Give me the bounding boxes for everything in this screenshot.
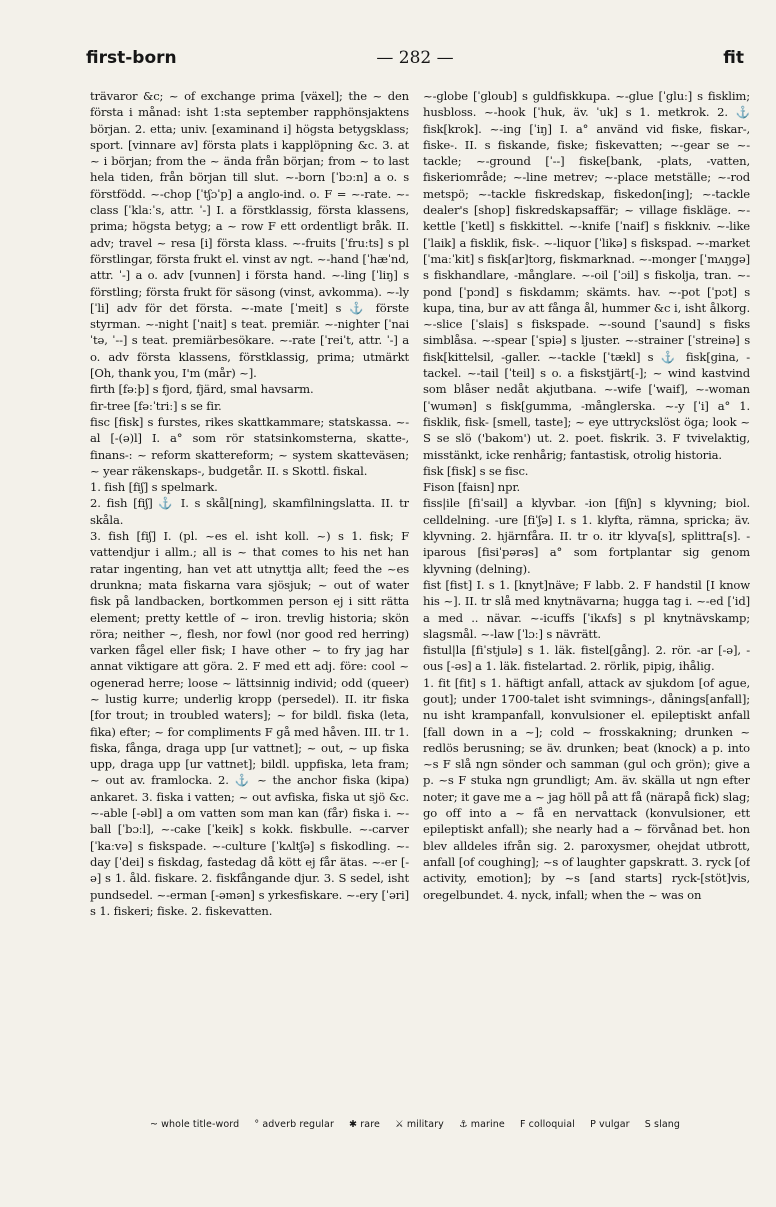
entry-fisc: fisc [fisk] s furstes, rikes skattkammare; statskassa. ~-al [-(ə)l] I. a° som rör statsinkomsterna, skatte-, finans-: ~ reform skattereform; ~ system skatteväsen; ~ year räkenskaps-, budgetår. II. s Skottl. fiskal. <box>90 414 409 478</box>
entry-fit-1: 1. fit [fit] s 1. häftigt anfall, attack av sjukdom [of ague, gout]; under 1700-talet isht svimnings-, dånings[anfall]; nu isht krampanfall, konvulsioner el. epileptiskt anfall [fall down in a ~]; cold ~ frosskakning; drunken ~ redlös berusning; se äv. drunken; beat (knock) a p. into ~s F slå ngn sönder och samman (gul och grön); give a p. ~s F stuka ngn grundligt; Am. äv. skälla ut ngn efter noter; it gave me a ~ jag höll på att få (närapå fick) slag; go off into a ~ få en nervattack (konvulsioner, ett epileptiskt anfall); she nearly had a ~ förvånad bet. hon blev alldeles ifrån sig. 2. paroxysmer, ohejdat utbrott, anfall [of coughing]; ~s of laughter gapskratt. 3. ryck [of activity, emotion]; by ~s [and starts] ryck-[stöt]vis, oregelbundet. 4. nyck, infall; when the ~ was on <box>423 675 750 902</box>
legend-item: ° adverb regular <box>254 1119 334 1130</box>
entry-fish-3: 3. fish [fiʃ] I. (pl. ~es el. isht koll. ~) s 1. fisk; F vattendjur i allm.; all is ~ that comes to his net han ratar ingenting, han vet att utnyttja allt; feed the ~es drunkna; mata fiskarna vara sjösjuk; ~ out of water fisk på landbacken, bortkommen person ej i sitt rätta element; pretty kettle of ~ iron. trevlig historia; skön röra; neither ~, flesh, nor fowl (nor good red herring) varken fågel eller fisk; I have other ~ to fry jag har annat viktigare att göra. 2. F med ett adj. före: cool ~ ogenerad herre; loose ~ lättsinnig individ; odd (queer) ~ lustig kurre; underlig kropp (persedel). II. itr fiska [for trout; in troubled waters]; ~ for bildl. fiska (leta, fika) efter; ~ for compliments F gå med håven. III. tr 1. fiska, fånga, draga upp [ur vattnet]; ~ out, ~ up fiska upp, draga upp [ur vattnet]; bildl. uppfiska, leta fram; ~ out av. framlocka. 2. ⚓ ~ the anchor fiska (kipa) ankaret. 3. fiska i vatten; ~ out avfiska, fiska ut sjö &c. ~-able [-əbl] a om vatten som man kan (får) fiska i. ~-ball [ˈbɔːl], ~-cake [ˈkeik] s kokk. fiskbulle. ~-carver [ˈkaːvə] s fiskspade. ~-culture [ˈkʌltʃə] s fiskodling. ~-day [ˈdei] s fiskdag, fastedag då kött ej får ätas. ~-er [-ə] s 1. åld. fiskare. 2. fiskfångande djur. 3. S sedel, isht pundsedel. ~-erman [-əmən] s yrkesfiskare. ~-ery [ˈəri] s 1. fiskeri; fiske. 2. fiskevatten. <box>90 529 409 918</box>
right-headword: fit <box>723 48 744 68</box>
page-header <box>86 48 744 72</box>
entry-fish-1: 1. fish [fiʃ] s spelmark. <box>90 480 218 495</box>
entry-fissile: fiss|ile [fiˈsail] a klyvbar. -ion [fiʃn] s klyvning; biol. celldelning. -ure [fiˈʃə] I. s 1. klyfta, rämna, spricka; äv. klyvning. 2. hjärnfåra. II. tr o. itr klyva[s], splittra[s]. -iparous [fisiˈpərəs] a° som fortplantar sig genom klyvning (delning). <box>423 496 750 576</box>
entry-fir-tree: fir-tree [fəːˈtriː] s se fir. <box>90 398 222 413</box>
entry-fistula: fistul|la [fiˈstjulə] s 1. läk. fistel[gång]. 2. rör. -ar [-ə], -ous [-əs] a 1. läk. fistelartad. 2. rörlik, pipig, ihålig. <box>423 643 750 674</box>
left-headword: first-born <box>86 48 177 68</box>
legend-item: S slang <box>644 1119 680 1130</box>
entry-firth: firth [fəːþ] s fjord, fjärd, smal havsarm. <box>90 382 314 397</box>
legend-item: F colloquial <box>519 1119 575 1130</box>
entry-fisk: fisk [fisk] s se fisc. <box>423 463 529 478</box>
legend-item: P vulgar <box>590 1119 630 1130</box>
entry-fist: fist [fist] I. s 1. [knyt]näve; F labb. 2. F handstil [I know his ~]. II. tr slå med knytnävarna; hugga tag i. ~-ed [ˈid] a med .. nävar. ~-icuffs [ˈikʌfs] s pl knytnävskamp; slagsmål. ~-law [ˈlɔː] s nävrätt. <box>423 577 750 641</box>
left-column <box>90 88 409 1088</box>
entry-fison: Fison [faisn] npr. <box>423 480 521 495</box>
legend-footer <box>86 1119 744 1130</box>
legend-item: ~ whole title-word <box>150 1119 240 1130</box>
entry-fish-compounds: ~-globe [ˈgloub] s guldfiskkupa. ~-glue [ˈgluː] s fisklim; husbloss. ~-hook [ˈhuk, äv. ˈuk] s 1. metkrok. 2. ⚓ fisk[krok]. ~-ing [ˈiŋ] I. a° använd vid fiske, fiskar-, fiske-. II. s fiskande, fiske; fiskevatten; ~-gear se ~-tackle; ~-ground [ˈ--] fiske[bank, -plats, -vatten, fiskeriområde; ~-line metrev; ~-place metställe; ~-rod metspö; ~-tackle fiskredskap, fiskedon[ing]; ~-tackle dealer's [shop] fiskredskapsaffär; ~ village fiskläge. ~-kettle [ˈketl] s fiskkittel. ~-knife [ˈnaif] s fiskkniv. ~-like [ˈlaik] a fisklik, fisk-. ~-liquor [ˈlikə] s fiskspad. ~-market [ˈmaːˈkit] s fisk[ar]torg, fiskmarknad. ~-monger [ˈmʌŋgə] s fiskhandlare, -månglare. ~-oil [ˈɔil] s fiskolja, tran. ~-pond [ˈpɔnd] s fiskdamm; skämts. hav. ~-pot [ˈpɔt] s kupa, tina, bur av att fånga ål, hummer &c i, isht ålkorg. ~-slice [ˈslais] s fiskspade. ~-sound [ˈsaund] s fisks simblåsa. ~-spear [ˈspiə] s ljuster. ~-strainer [ˈstreinə] s fisk[kittelsil, -galler. ~-tackle [ˈtækl] s ⚓ fisk[gina, -tackel. ~-tail [ˈteil] s o. a fiskstjärt[-]; ~ wind kastvind som blåser nedåt akjutbana. ~-wife [ˈwaif], ~-woman [ˈwumən] s fisk[gumma, -månglerska. ~-y [ˈi] a° 1. fisklik, fisk- [smell, taste]; ~ eye uttryckslöst öga; look ~ S se slö ('bakom') ut. 2. poet. fiskrik. 3. F tvivelaktig, misstänkt, icke renhårig; fantastisk, otrolig historia. <box>423 89 750 462</box>
entry-first-continuation: trävaror &c; ~ of exchange prima [växel]; the ~ den första i månad: isht 1:sta september rapphönsjaktens början. 2. etta; univ. [examinand i] högsta betygsklass; sport. [vinnare av] första plats i kapplöpning &c. 3. at ~ i början; from the ~ ända från början; from ~ to last hela tiden, från början till slut. ~-born [ˈbɔːn] a o. s förstfödd. ~-chop [ˈtʃɔˈp] a anglo-ind. o. F = ~-rate. ~-class [ˈklaːˈs, attr. ˈ-] I. a förstklassig, första klassens, prima; högsta betyg; a ~ row F ett ordentligt bråk. II. adv; travel ~ resa [i] första klass. ~-fruits [ˈfruːts] s pl förstlingar, första frukt el. vinst av ngt. ~-hand [ˈhæˈnd, attr. ˈ-] a o. adv [vunnen] i första hand. ~-ling [ˈliŋ] s förstling; första frukt för säsong (vinst, avkomma). ~-ly [ˈli] adv för det första. ~-mate [ˈmeit] s ⚓ förste styrman. ~-night [ˈnait] s teat. premiär. ~-nighter [ˈnaiˈtə, ˈ--] s teat. premiärbesökare. ~-rate [ˈreiˈt, attr. ˈ-] a o. adv första klassens, förstklassig, prima; utmärkt [Oh, thank you, I'm (mår) ~]. <box>90 89 409 381</box>
page-number: — 282 — <box>376 48 454 68</box>
entry-fish-2: 2. fish [fiʃ] ⚓ I. s skål[ning], skamfilningslatta. II. tr skåla. <box>90 496 409 527</box>
legend-item: ✱ rare <box>349 1119 380 1130</box>
legend-item: ⚓ marine <box>459 1119 505 1130</box>
legend-item: ⚔ military <box>395 1119 444 1130</box>
right-column <box>423 88 750 1088</box>
